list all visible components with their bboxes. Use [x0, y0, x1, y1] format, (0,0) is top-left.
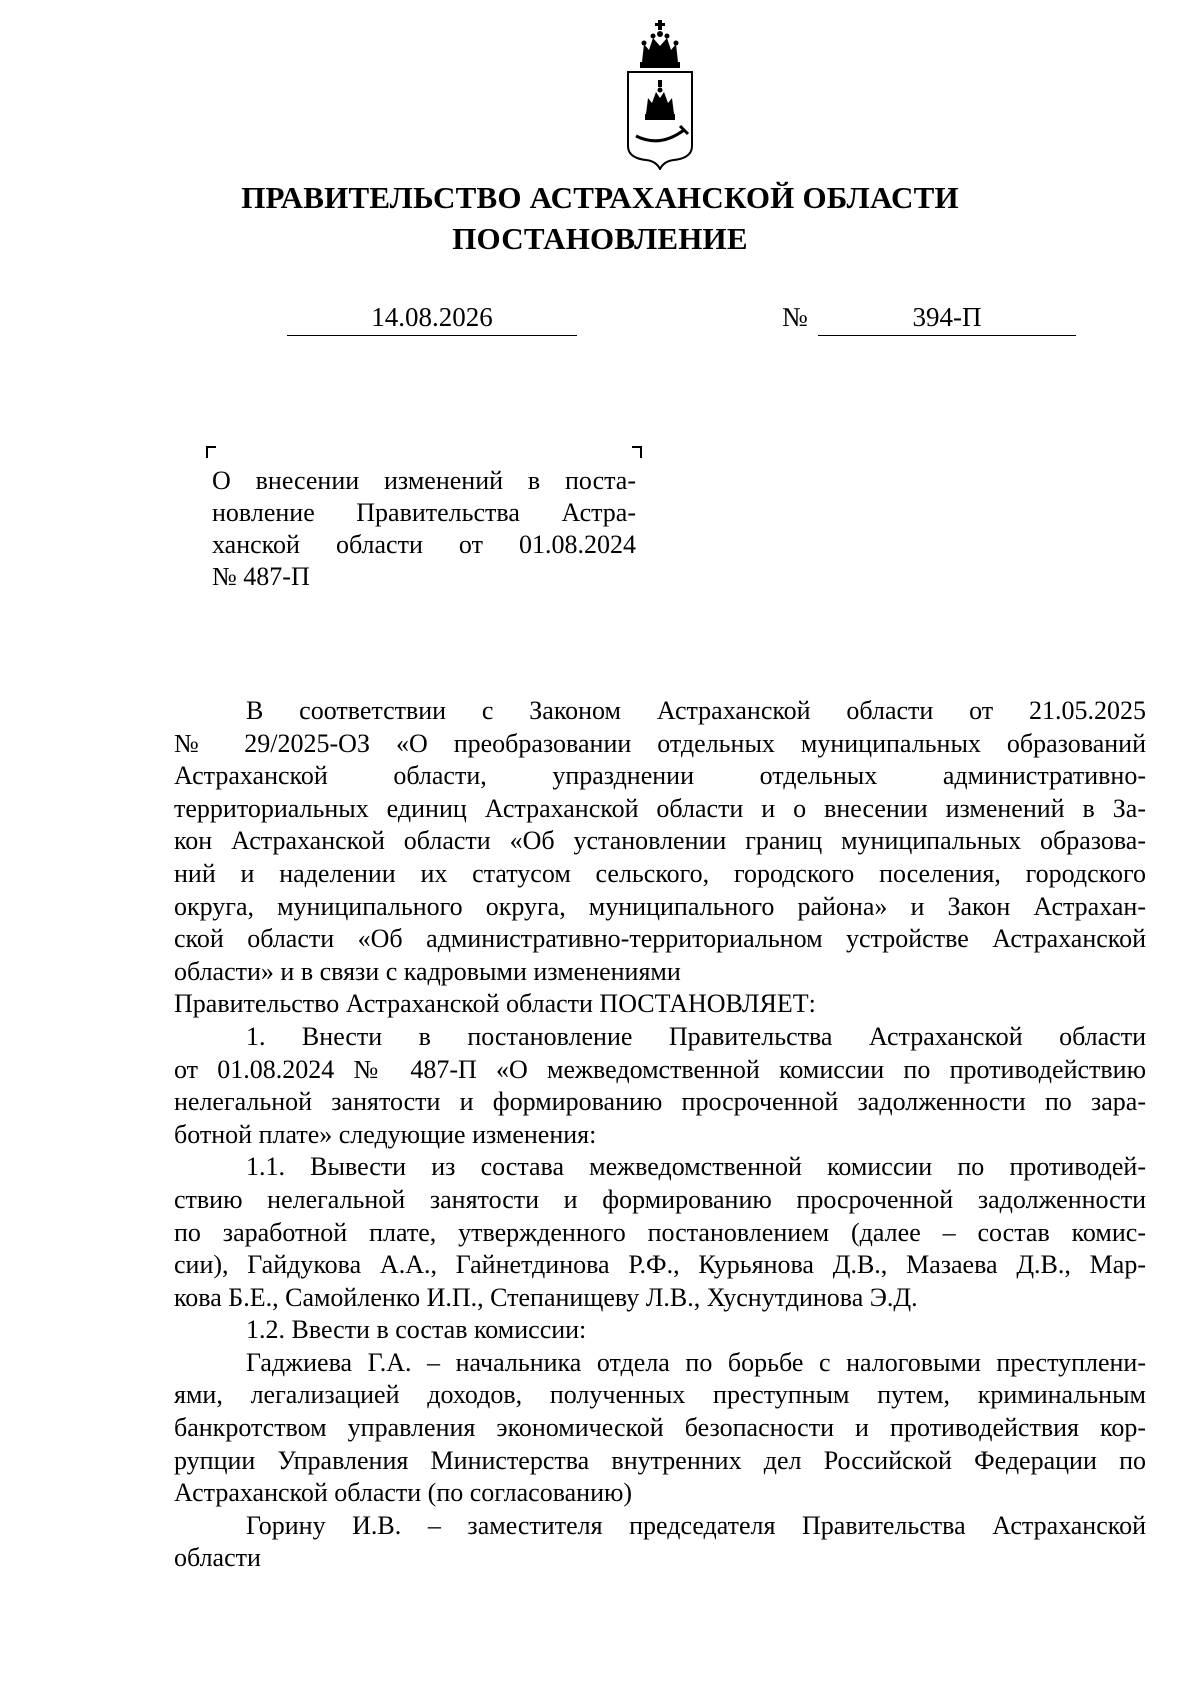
coat-of-arms-icon [622, 18, 698, 170]
body-line: от 01.08.2024 № 487-П «О межведомственной комиссии по противодействию [174, 1054, 1146, 1084]
body-line: В соответствии с Законом Астраханской области от 21.05.2025 [246, 696, 1146, 725]
subject-bracket-right [632, 446, 642, 458]
body-line: ствию нелегальной занятости и формированию просроченной задолженности [174, 1184, 1146, 1214]
body-line: по заработной плате, утвержденного постановлением (далее – состав комис- [174, 1217, 1146, 1247]
body-line: Горину И.В. – заместителя председателя Правительства Астраханской [246, 1510, 1146, 1540]
document-body [174, 695, 1146, 1575]
body-line: территориальных единиц Астраханской области и о внесении изменений в За- [174, 793, 1146, 823]
body-line: 1.1. Вывести из состава межведомственной комиссии по противодей- [246, 1152, 1146, 1182]
body-line: рупции Управления Министерства внутренних дел Российской Федерации по [174, 1445, 1146, 1475]
subject-bracket-left [206, 446, 216, 458]
subject-line: ханской области от 01.08.2024 [212, 530, 636, 559]
body-line: ской области «Об административно-территориальном устройстве Астраханской [174, 924, 1146, 954]
body-line: нелегальной занятости и формированию просроченной задолженности по зара- [174, 1087, 1146, 1117]
body-line: кова Б.Е., Самойленко И.П., Степанищеву Л.В., Хуснутдинова Э.Д. [174, 1282, 918, 1312]
body-line: 1.2. Ввести в состав комиссии: [246, 1315, 587, 1345]
body-line: кон Астраханской области «Об установлении границ муниципальных образова- [174, 826, 1146, 856]
subject-line: О внесении изменений в поста- [212, 466, 636, 495]
body-line: 1. Внести в постановление Правительства Астраханской области [246, 1021, 1146, 1051]
subject-line: № 487-П [212, 562, 310, 591]
body-line: ботной плате» следующие изменения: [174, 1119, 597, 1149]
body-line: Астраханской области (по согласованию) [174, 1478, 633, 1508]
body-line: Гаджиева Г.А. – начальника отдела по борьбе с налоговыми преступлени- [246, 1347, 1146, 1377]
body-line: Правительство Астраханской области ПОСТАНОВЛЯЕТ: [174, 989, 816, 1019]
body-line: ями, легализацией доходов, полученных преступным путем, криминальным [174, 1380, 1146, 1410]
body-line: области [174, 1543, 261, 1573]
document-number: 394-П [818, 304, 1076, 336]
subject-line: новление Правительства Астра- [212, 498, 636, 527]
document-type-title: ПОСТАНОВЛЕНИЕ [452, 221, 748, 256]
body-line: ний и наделении их статусом сельского, городского поселения, городского [174, 858, 1146, 888]
body-line: области» и в связи с кадровыми изменениями [174, 956, 681, 986]
government-title: ПРАВИТЕЛЬСТВО АСТРАХАНСКОЙ ОБЛАСТИ [241, 180, 959, 215]
document-subject [212, 465, 636, 593]
body-line: округа, муниципального округа, муниципального района» и Закон Астрахан- [174, 891, 1146, 921]
body-line: № 29/2025-ОЗ «О преобразовании отдельных муниципальных образований [174, 728, 1146, 758]
body-line: банкротством управления экономической безопасности и противодействия кор- [174, 1413, 1146, 1443]
body-line: Астраханской области, упразднении отдельных административно- [174, 761, 1146, 791]
number-sign: № [782, 302, 808, 332]
document-date: 14.08.2026 [287, 304, 577, 336]
body-line: сии), Гайдукова А.А., Гайнетдинова Р.Ф., Курьянова Д.В., Мазаева Д.В., Мар- [174, 1250, 1146, 1280]
